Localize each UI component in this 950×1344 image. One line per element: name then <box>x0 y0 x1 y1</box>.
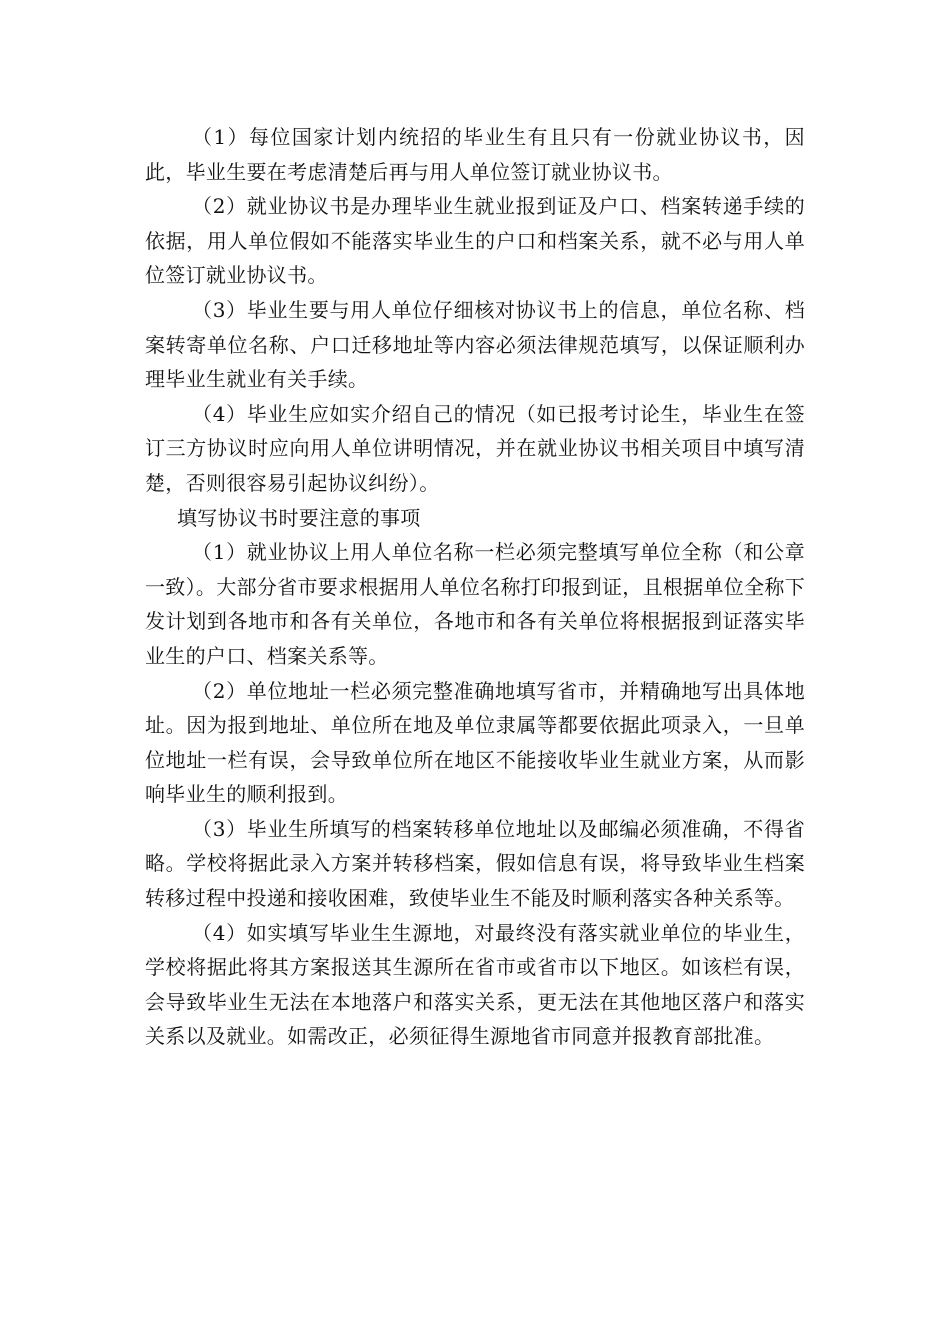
document-page <box>145 120 805 1054</box>
paragraph-4: （4）毕业生应如实介绍自己的情况（如已报考讨论生，毕业生在签订三方协议时应向用人单位讲明情况，并在就业协议书相关项目中填写清楚，否则很容易引起协议纠纷）。 <box>145 401 805 495</box>
paragraph-8: （4）如实填写毕业生生源地，对最终没有落实就业单位的毕业生，学校将据此将其方案报送其生源所在省市或省市以下地区。如该栏有误，会导致毕业生无法在本地落户和落实关系，更无法在其他地区落户和落实关系以及就业。如需改正，必须征得生源地省市同意并报教育部批准。 <box>145 920 805 1049</box>
paragraph-7: （3）毕业生所填写的档案转移单位地址以及邮编必须准确，不得省略。学校将据此录入方案并转移档案，假如信息有误，将导致毕业生档案转移过程中投递和接收困难，致使毕业生不能及时顺利落实各种关系等。 <box>145 816 805 911</box>
paragraph-3: （3）毕业生要与用人单位仔细核对协议书上的信息，单位名称、档案转寄单位名称、户口迁移地址等内容必须法律规范填写，以保证顺利办理毕业生就业有关手续。 <box>145 297 805 392</box>
paragraph-1: （1）每位国家计划内统招的毕业生有且只有一份就业协议书，因此，毕业生要在考虑清楚后再与用人单位签订就业协议书。 <box>145 125 805 184</box>
paragraph-2: （2）就业协议书是办理毕业生就业报到证及户口、档案转递手续的依据，用人单位假如不能落实毕业生的户口和档案关系，就不必与用人单位签订就业协议书。 <box>145 194 805 288</box>
paragraph-5: （1）就业协议上用人单位名称一栏必须完整填写单位全称（和公章一致）。大部分省市要求根据用人单位名称打印报到证，且根据单位全称下发计划到各地市和各有关单位，各地市和各有关单位将根据报到证落实毕业生的户口、档案关系等。 <box>145 540 805 668</box>
paragraph-6: （2）单位地址一栏必须完整准确地填写省市，并精确地写出具体地址。因为报到地址、单位所在地及单位隶属等都要依据此项录入，一旦单位地址一栏有误，会导致单位所在地区不能接收毕业生就业方案，从而影响毕业生的顺利报到。 <box>145 678 805 807</box>
section-heading: 填写协议书时要注意的事项 <box>177 505 421 530</box>
